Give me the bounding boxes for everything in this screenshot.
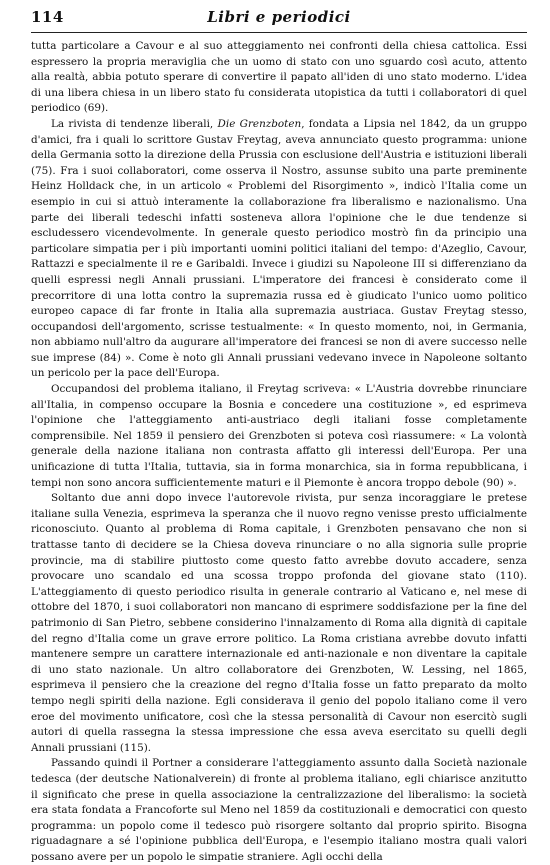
- paragraph-text: Occupandosi del problema italiano, il Freytag scriveva: « L'Austria dovrebbe rinunciare all'Italia, in compenso occupare la Bosnia e concedere una costituzione », ed esprimeva l'opinione che l'atteggiamento anti-austriaco degli italiani fosse completamente comprensibile. Nel 1859 il pensiero dei Grenzboten si poteva così riassumere: « La volontà generale della nazione italiana non contrasta affatto gli interessi dell'Europa. Per una unificazione di tutta l'Italia, tuttavia, sia in forma monarchica, sia in forma repubblicana, i tempi non sono ancora sufficientemente maturi e il Piemonte è ancora troppo debole (90) ».: [31, 383, 527, 489]
- paragraph-text: Passando quindi il Portner a considerare l'atteggiamento assunto dalla Società nazionale tedesca (der deutsche Nationalverein) di fronte al problema italiano, egli chiarisce anzitutto il significato che prese in quella associazione la centralizzazione del liberalismo: la società era stata fondata a Francoforte sul Meno nel 1859 da costituzionali e democratici con questo programma: un popolo come il tedesco può risorgere soltanto dal proprio spirito. Bisogna riguadagnare a sé l'opinione pubblica dell'Europa, e l'esempio italiano mostra quali valori possano avere per un popolo le simpatie straniere. Agli occhi della: [31, 757, 527, 863]
- book-page: [31, 6, 527, 865]
- paragraph-text: Soltanto due anni dopo invece l'autorevole rivista, pur senza incoraggiare le pretese italiane sulla Venezia, esprimeva la speranza che il nuovo regno venisse presto ufficialmente riconosciuto. Quanto al problema di Roma capitale, i Grenzboten pensavano che non si trattasse tanto di decidere se la Chiesa doveva rinunciare o no alla signoria sulle proprie provincie, ma di stabilire piuttosto come questo fatto avrebbe dovuto accadere, senza provocare uno scandalo ed una scossa troppo profonda del giovane stato (110). L'atteggiamento di questo periodico risulta in generale contrario al Vaticano e, nel mese di ottobre del 1870, i suoi collaboratori non mancano di esprimere soddisfazione per la fine del patrimonio di San Pietro, sebbene considerino l'innalzamento di Roma alla dignità di capitale del regno d'Italia come un grave errore politico. La Roma cristiana avrebbe dovuto infatti mantenere sempre un carattere internazionale ed anti-nazionale e non diventare la capitale di uno stato nazionale. Un altro collaboratore dei Grenzboten, W. Lessing, nel 1865, esprimeva il pensiero che la creazione del regno d'Italia fosse un fatto preparato da molto tempo negli spiriti della nazione. Egli considerava il genio del popolo italiano come il vero eroe del movimento unificatore, così che la stessa personalità di Cavour non esercitò sugli autori di quella rassegna la stessa impressione che essa aveva esercitato su quelli degli Annali prussiani (115).: [31, 492, 527, 754]
- paragraph-3: [31, 382, 527, 491]
- paragraph-4: [31, 491, 527, 756]
- paragraph-5: [31, 756, 527, 865]
- paragraph-text: tutta particolare a Cavour e al suo atteggiamento nei confronti della chiesa cattolica. Essi espressero la propria meraviglia che un uomo di stato con uno sguardo così acuto, attento alla realtà, abbia potuto sperare di convertire il papato all'iden di uno stato moderno. L'idea di una libera chiesa in un libero stato fu considerata utopistica da tutti i collaboratori di quel periodico (69).: [31, 40, 527, 115]
- paragraph-2: [31, 117, 527, 382]
- body-text: [31, 39, 527, 865]
- page-header: [31, 6, 527, 33]
- page-number: 114: [31, 8, 64, 26]
- running-title: Libri e periodici: [207, 8, 351, 26]
- paragraph-text: , fondata a Lipsia nel 1842, da un gruppo d'amici, fra i quali lo scrittore Gustav Freytag, aveva annunciato questo programma: unione della Germania sotto la direzione della Prussia con esclusione dell'Austria e istituzioni liberali (75). Fra i suoi collaboratori, come osserva il Nostro, assunse subito una parte preminente Heinz Holldack che, in un articolo « Problemi del Risorgimento », indicò l'Italia come un esempio in cui si attuò interamente la collaborazione fra liberalismo e nazionalismo. Una parte dei liberali tedeschi infatti sosteneva allora l'opinione che le due tendenze si escludessero vicendevolmente. In generale questo periodico mostrò fin da principio una particolare simpatia per i più importanti uomini politici italiani del tempo: d'Azeglio, Cavour, Rattazzi e specialmente il re e Garibaldi. Invece i giudizi su Napoleone III si differenziano da quelli espressi negli Annali prussiani. L'imperatore dei francesi è considerato come il precorritore di una lotta contro la supremazia russa ed è giudicato l'unico uomo politico europeo capace di far fronte in Italia alla supremazia austriaca. Gustav Freytag stesso, occupandosi dell'argomento, scrisse testualmente: « In questo momento, noi, in Germania, non abbiamo null'altro da augurare all'imperatore dei francesi se non di avere successo nelle sue imprese (84) ». Come è noto gli Annali prussiani vedevano invece in Napoleone soltanto un pericolo per la pace dell'Europa.: [31, 117, 527, 380]
- paragraph-text: La rivista di tendenze liberali,: [51, 117, 218, 130]
- periodical-title: Die Grenzboten: [217, 117, 302, 130]
- paragraph-1: [31, 39, 527, 117]
